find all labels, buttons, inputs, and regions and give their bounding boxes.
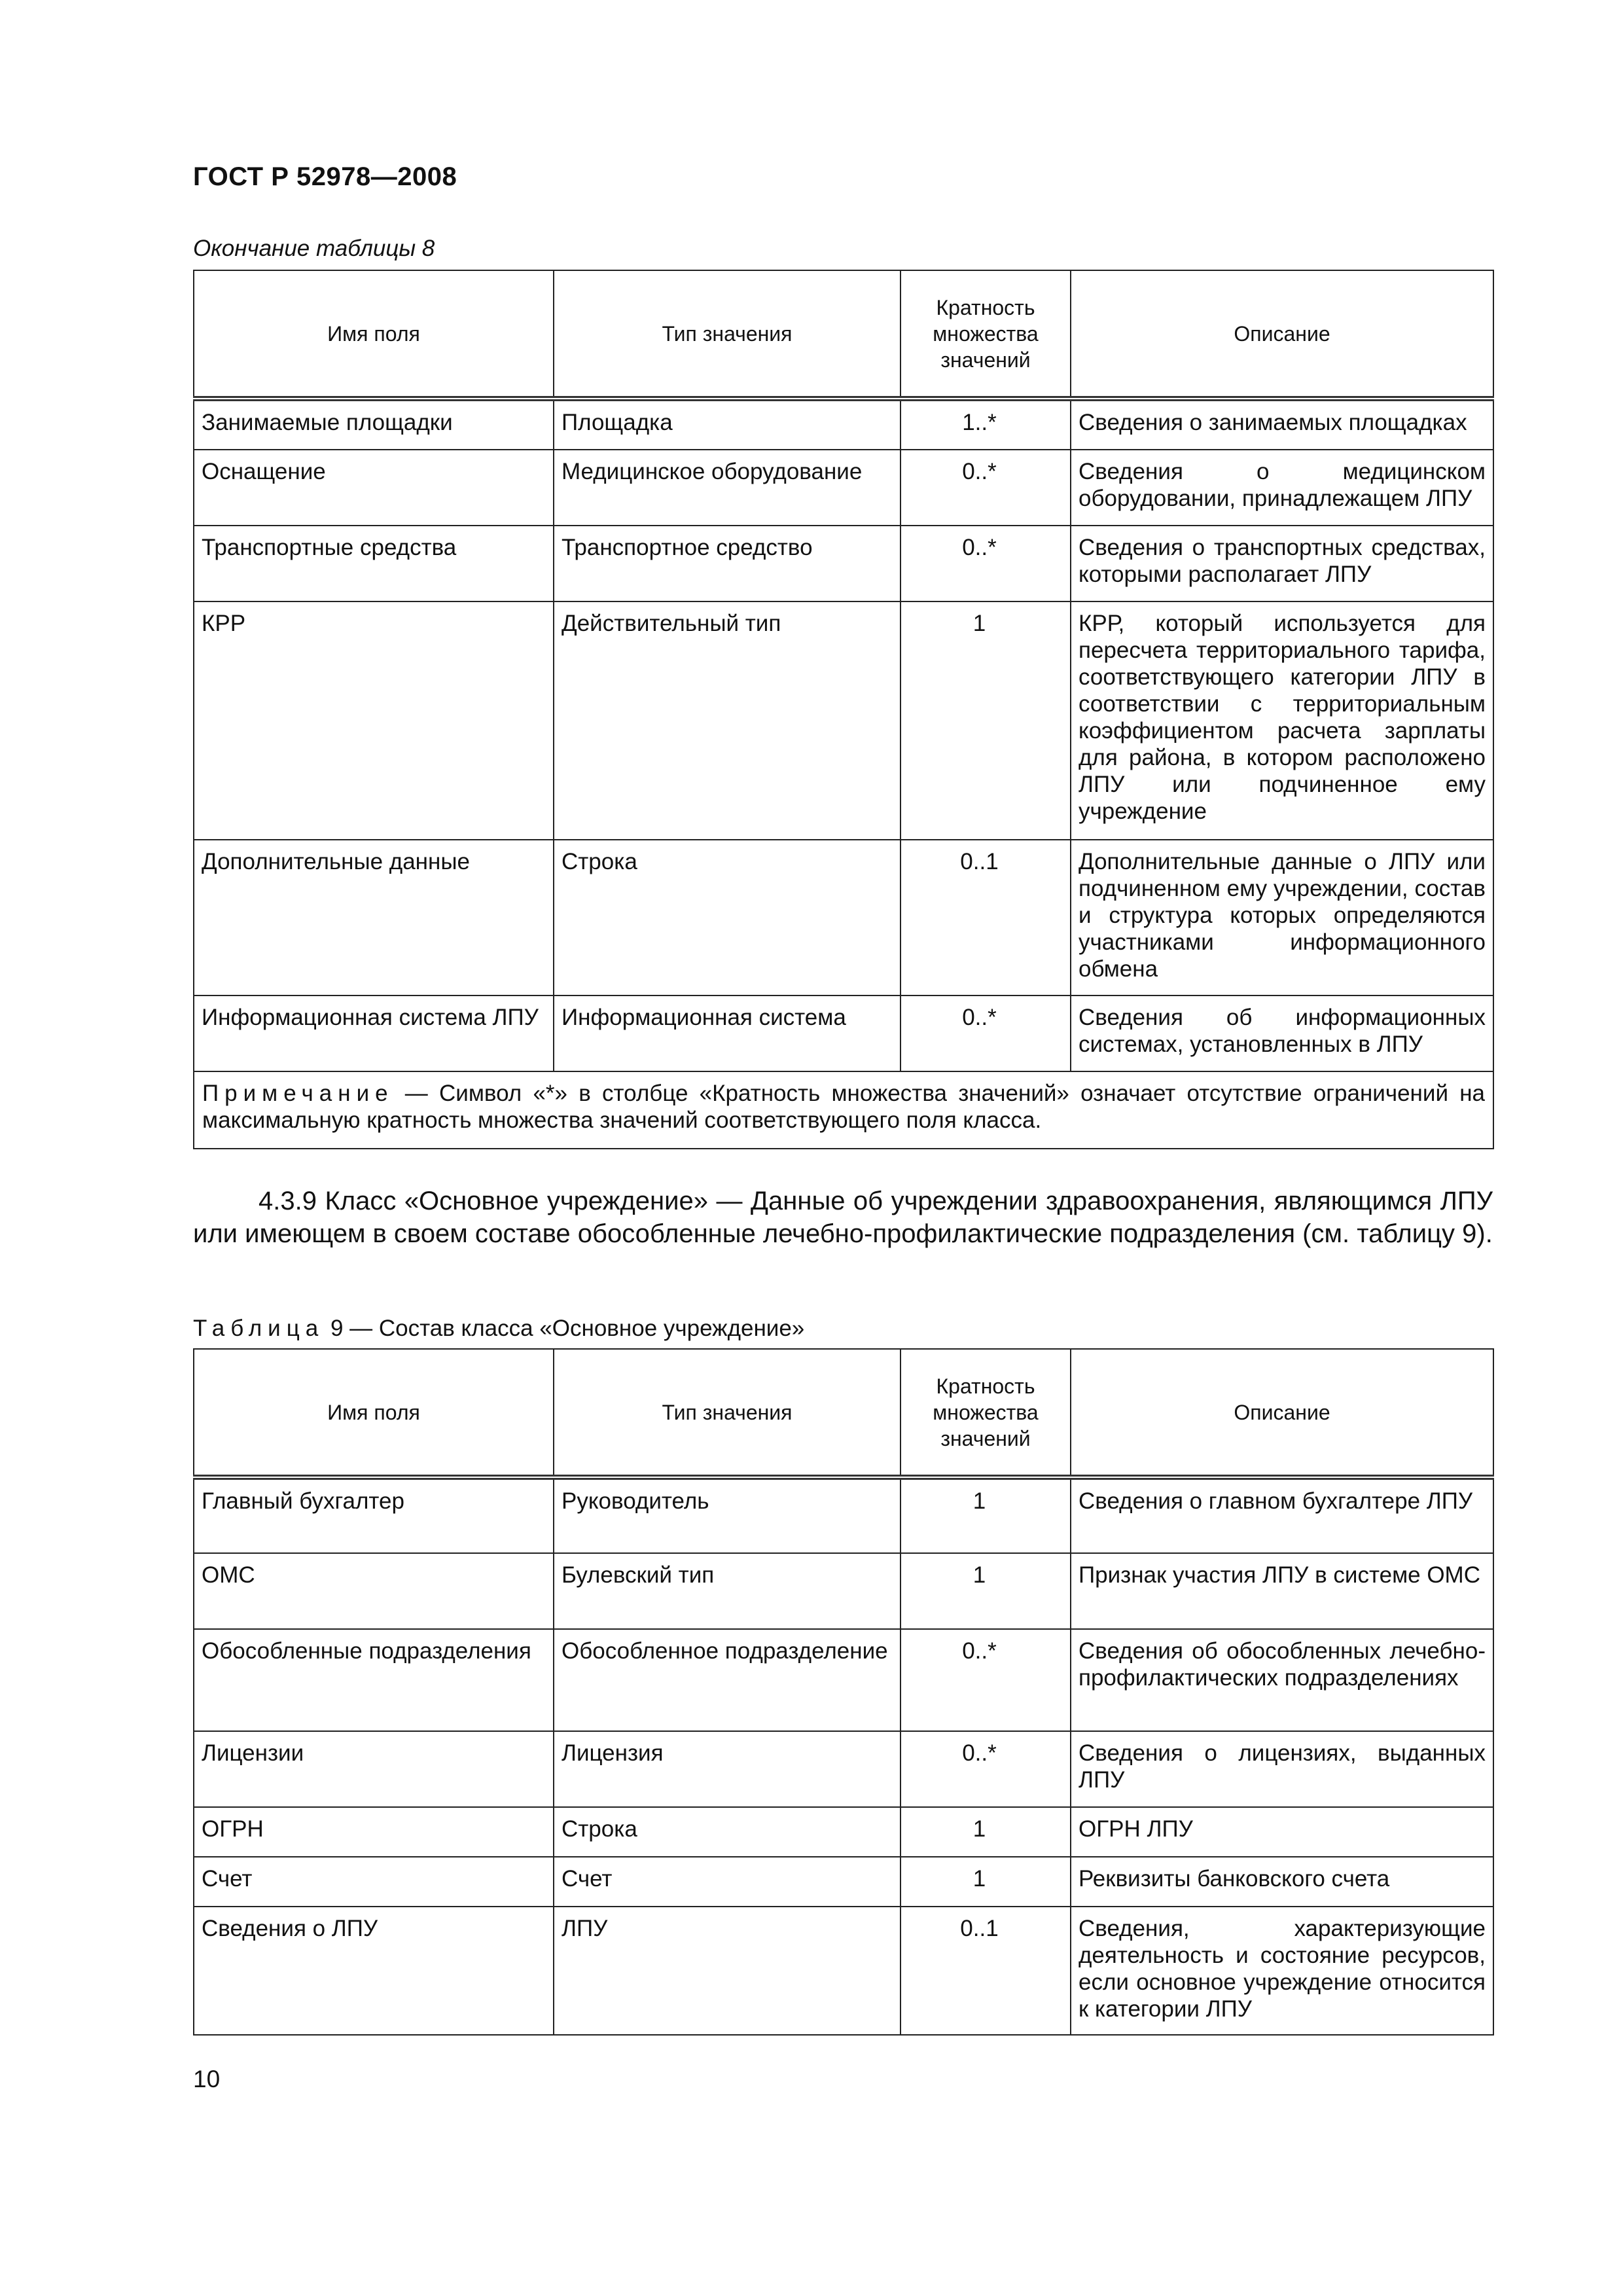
column-header-name: Имя поля: [194, 270, 554, 399]
column-header-description: Описание: [1071, 1349, 1493, 1477]
column-header-type: Тип значения: [554, 1349, 901, 1477]
table-row: [194, 840, 1493, 996]
cell-type: Руководитель: [554, 1477, 901, 1553]
cell-name: КРР: [194, 601, 554, 840]
table-row: [194, 1629, 1493, 1731]
cell-multiplicity: 1: [901, 1477, 1071, 1553]
table-8: [193, 270, 1494, 1149]
cell-description: Реквизиты банковского счета: [1071, 1857, 1493, 1907]
table9-caption-label: Таблица: [193, 1316, 325, 1341]
column-header-description: Описание: [1071, 270, 1493, 399]
cell-name: Занимаемые площадки: [194, 399, 554, 450]
cell-multiplicity: 1: [901, 601, 1071, 840]
cell-type: Лицензия: [554, 1731, 901, 1807]
column-header-multiplicity: Кратность множества значений: [901, 270, 1071, 399]
note-text: — Символ «*» в столбце «Кратность множества значений» означает отсутствие ограничений на максимальную кратность множества значений соответствующего поля класса.: [202, 1081, 1485, 1133]
cell-multiplicity: 1: [901, 1857, 1071, 1907]
page-number: 10: [193, 2066, 221, 2092]
cell-description: Сведения о медицинском оборудовании, принадлежащем ЛПУ: [1071, 450, 1493, 526]
cell-multiplicity: 0..1: [901, 840, 1071, 996]
cell-description: Сведения о главном бухгалтере ЛПУ: [1071, 1477, 1493, 1553]
cell-name: Главный бухгалтер: [194, 1477, 554, 1553]
cell-type: Строка: [554, 840, 901, 996]
cell-description: Сведения о лицензиях, выданных ЛПУ: [1071, 1731, 1493, 1807]
cell-type: Булевский тип: [554, 1553, 901, 1629]
table-row: [194, 526, 1493, 601]
table-row: [194, 996, 1493, 1071]
cell-multiplicity: 0..*: [901, 450, 1071, 526]
cell-multiplicity: 0..*: [901, 526, 1071, 601]
cell-multiplicity: 0..1: [901, 1907, 1071, 2035]
table-row: [194, 1907, 1493, 2035]
section-paragraph: 4.3.9 Класс «Основное учреждение» — Данные об учреждении здравоохранения, являющимся ЛПУ или имеющем в своем составе обособленные лечебно-профилактические подразделения (см. таблицу 9).: [193, 1187, 1493, 1248]
table-row: [194, 450, 1493, 526]
cell-description: КРР, который используется для пересчета территориального тарифа, соответствующего категории ЛПУ в соответствии с территориальным коэффициентом расчета зарплаты для района, в котором расположено ЛПУ или подчиненное ему учреждение: [1071, 601, 1493, 840]
table-row: [194, 1477, 1493, 1553]
cell-description: Сведения об обособленных лечебно-профилактических подразделениях: [1071, 1629, 1493, 1731]
cell-name: Счет: [194, 1857, 554, 1907]
cell-name: Дополнительные данные: [194, 840, 554, 996]
cell-name: Обособленные подразделения: [194, 1629, 554, 1731]
cell-name: Информационная система ЛПУ: [194, 996, 554, 1071]
table-row: [194, 1857, 1493, 1907]
cell-type: Счет: [554, 1857, 901, 1907]
column-header-name: Имя поля: [194, 1349, 554, 1477]
table-row: [194, 1731, 1493, 1807]
cell-type: ЛПУ: [554, 1907, 901, 2035]
document-header: ГОСТ Р 52978—2008: [193, 162, 457, 191]
table-note: [194, 1071, 1493, 1149]
table-row: [194, 1807, 1493, 1857]
cell-name: ОГРН: [194, 1807, 554, 1857]
cell-type: Информационная система: [554, 996, 901, 1071]
cell-multiplicity: 0..*: [901, 1629, 1071, 1731]
cell-type: Действительный тип: [554, 601, 901, 840]
table-row: [194, 399, 1493, 450]
cell-multiplicity: 0..*: [901, 1731, 1071, 1807]
cell-type: Площадка: [554, 399, 901, 450]
table-9: [193, 1348, 1494, 2036]
cell-description: Сведения о транспортных средствах, которыми располагает ЛПУ: [1071, 526, 1493, 601]
cell-name: Транспортные средства: [194, 526, 554, 601]
cell-type: Обособленное подразделение: [554, 1629, 901, 1731]
table-row: [194, 601, 1493, 840]
cell-description: Признак участия ЛПУ в системе ОМС: [1071, 1553, 1493, 1629]
table-header-row: [194, 1349, 1493, 1477]
column-header-type: Тип значения: [554, 270, 901, 399]
cell-name: Сведения о ЛПУ: [194, 1907, 554, 2035]
cell-type: Строка: [554, 1807, 901, 1857]
cell-multiplicity: 1: [901, 1807, 1071, 1857]
cell-description: Дополнительные данные о ЛПУ или подчиненном ему учреждении, состав и структура которых определяются участниками информационного обмена: [1071, 840, 1493, 996]
column-header-multiplicity: Кратность множества значений: [901, 1349, 1071, 1477]
cell-name: Оснащение: [194, 450, 554, 526]
table9-caption: [193, 1316, 804, 1342]
cell-multiplicity: 0..*: [901, 996, 1071, 1071]
cell-multiplicity: 1..*: [901, 399, 1071, 450]
table-note-row: [194, 1071, 1493, 1149]
note-label: Примечание: [202, 1081, 394, 1106]
table-header-row: [194, 270, 1493, 399]
cell-description: Сведения, характеризующие деятельность и состояние ресурсов, если основное учреждение относится к категории ЛПУ: [1071, 1907, 1493, 2035]
table-row: [194, 1553, 1493, 1629]
cell-description: Сведения об информационных системах, установленных в ЛПУ: [1071, 996, 1493, 1071]
cell-description: ОГРН ЛПУ: [1071, 1807, 1493, 1857]
table8-caption: Окончание таблицы 8: [193, 236, 435, 261]
cell-type: Медицинское оборудование: [554, 450, 901, 526]
cell-name: Лицензии: [194, 1731, 554, 1807]
cell-type: Транспортное средство: [554, 526, 901, 601]
cell-name: ОМС: [194, 1553, 554, 1629]
cell-description: Сведения о занимаемых площадках: [1071, 399, 1493, 450]
cell-multiplicity: 1: [901, 1553, 1071, 1629]
table9-caption-text: 9 — Состав класса «Основное учреждение»: [324, 1316, 805, 1341]
